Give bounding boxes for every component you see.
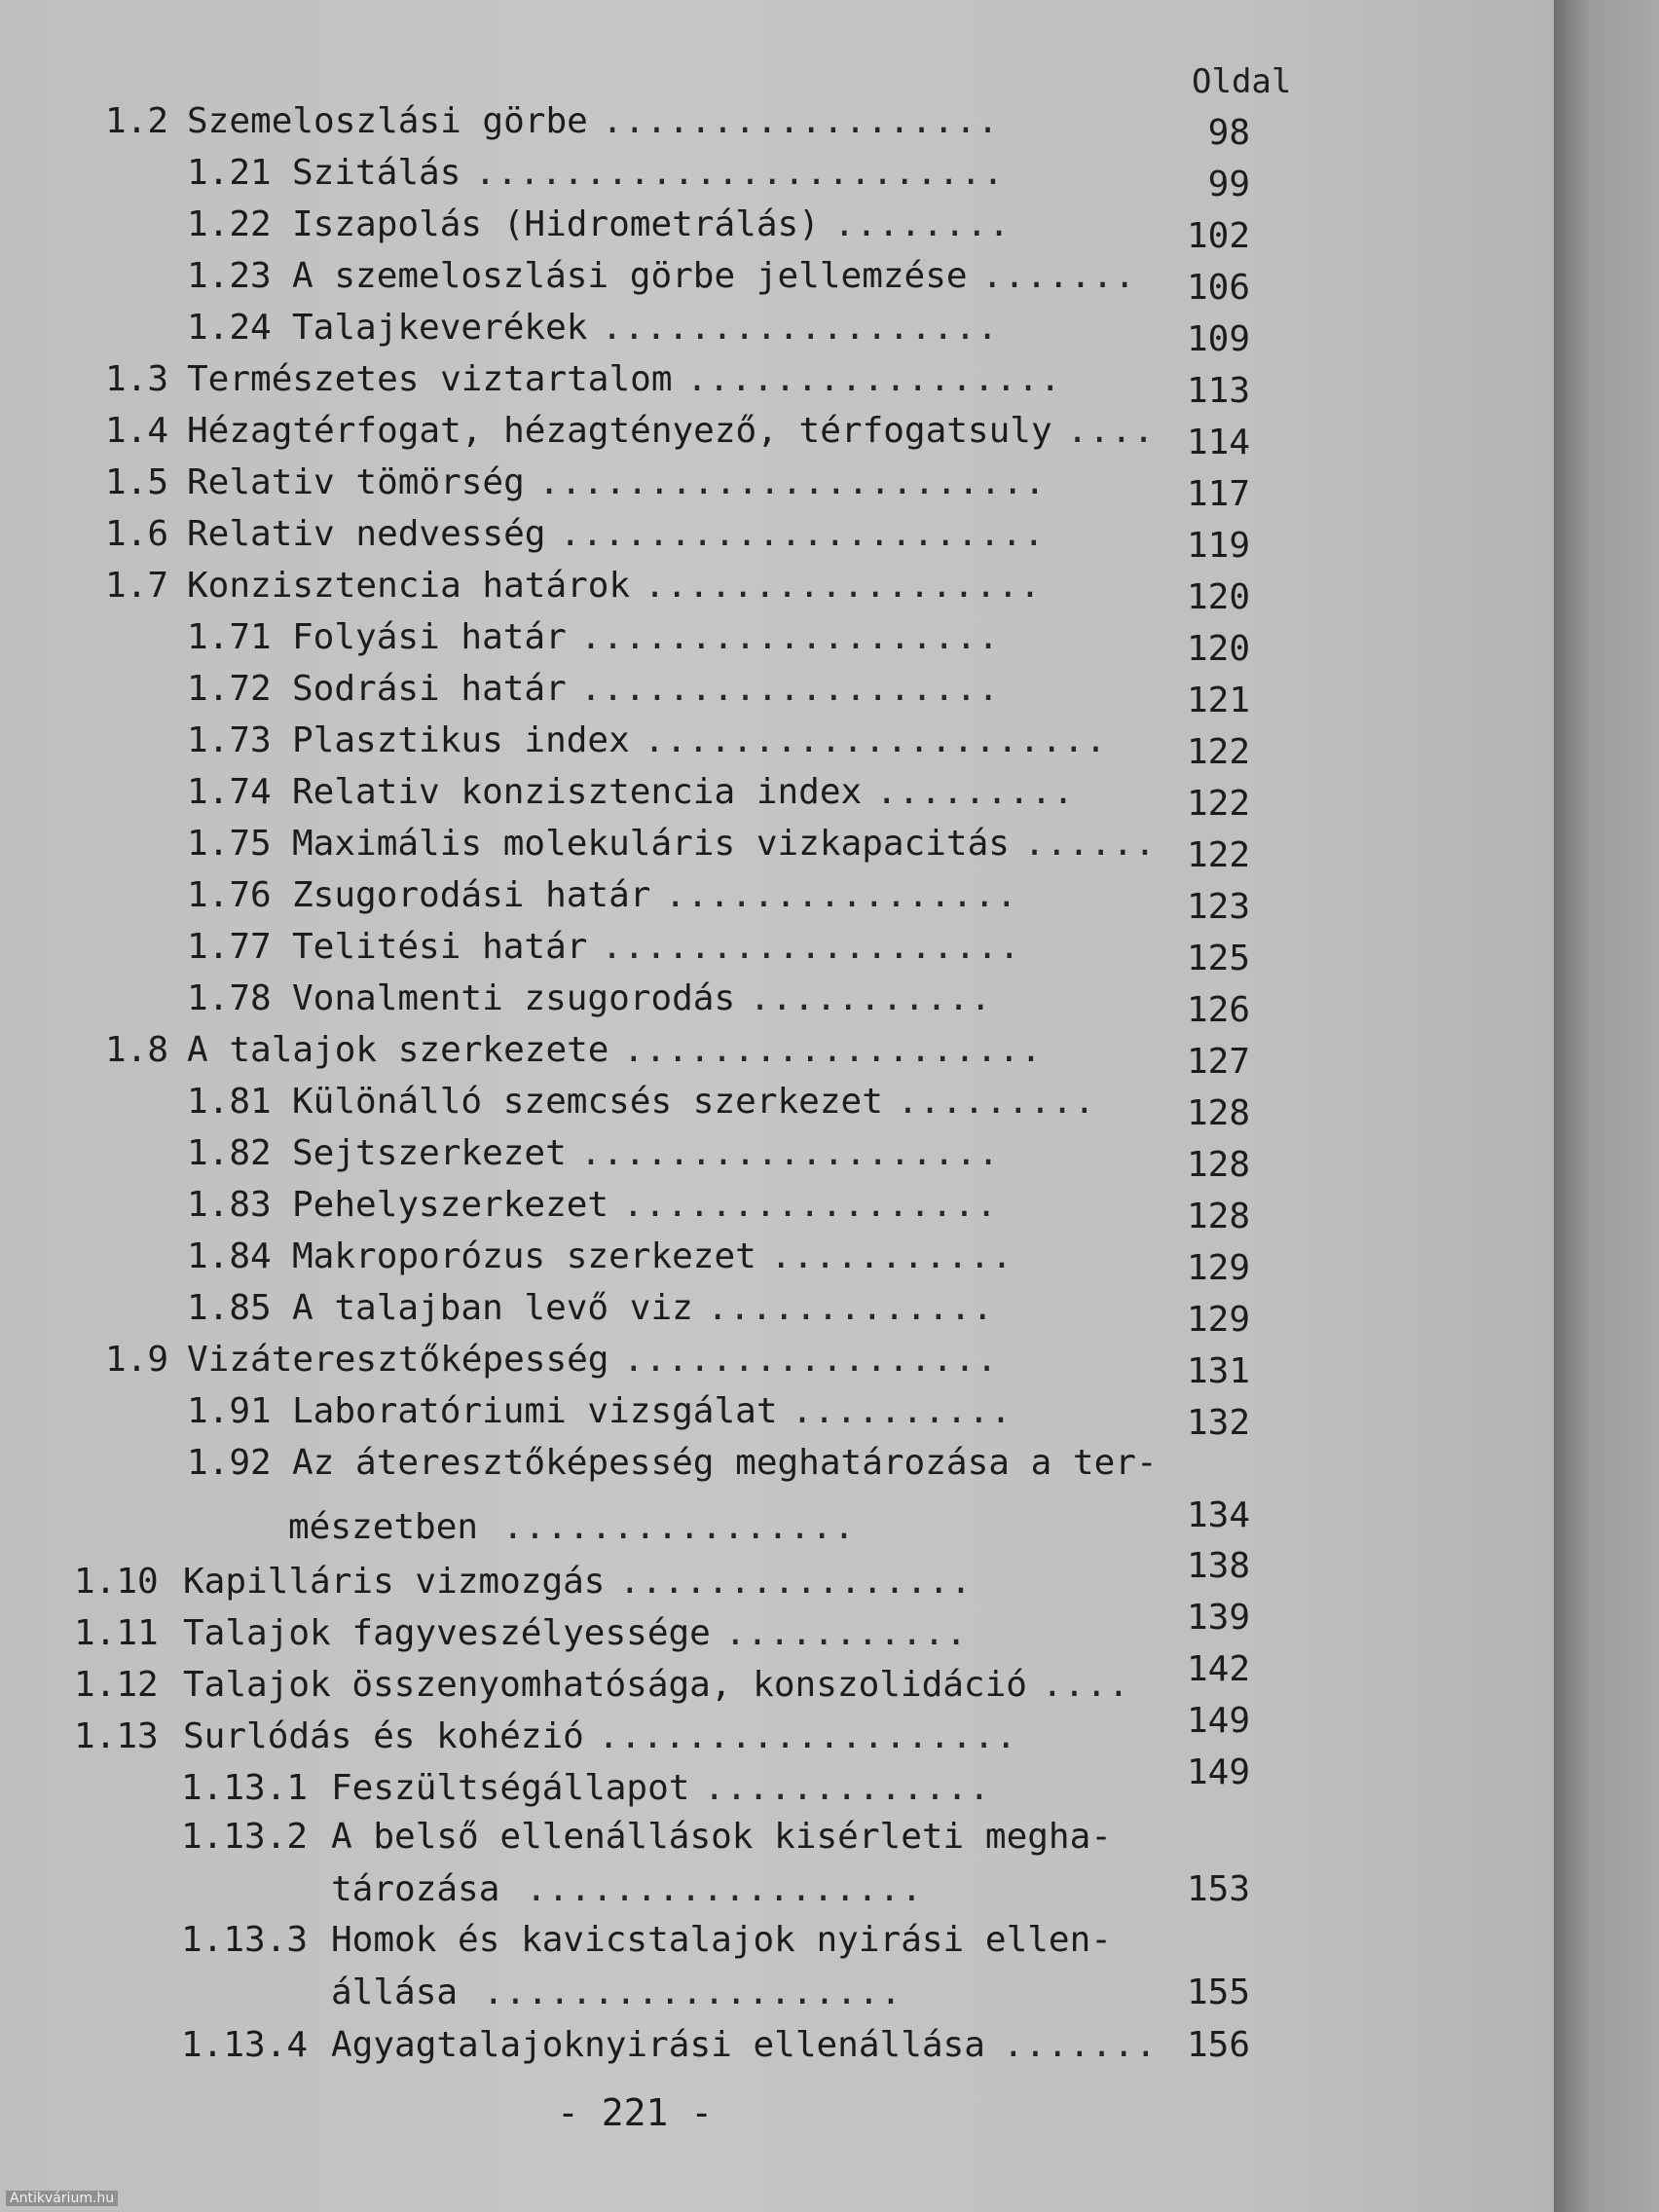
- entry-page-number: 114: [1186, 423, 1250, 462]
- page-footer-number: - 221 -: [557, 2091, 714, 2134]
- entry-page-number: 99: [1207, 165, 1250, 204]
- entry-number: 1.92: [187, 1443, 272, 1483]
- entry-title: Az áteresztőképesség meghatározása a ter-: [292, 1443, 1158, 1483]
- entry-number: 1.12: [74, 1665, 159, 1705]
- entry-number: 1.73: [187, 720, 272, 760]
- entry-number: 1.6: [105, 514, 169, 554]
- leader-dots: ...................: [580, 669, 1000, 709]
- entry-page-number: 106: [1186, 268, 1250, 308]
- entry-page-number: 109: [1186, 319, 1250, 359]
- entry-page-number: 155: [1186, 1972, 1250, 2012]
- entry-page-number: 117: [1186, 474, 1250, 514]
- entry-page-number: 127: [1186, 1042, 1250, 1082]
- leader-dots: .....................: [644, 720, 1108, 760]
- leader-dots: .............: [703, 1768, 991, 1808]
- entry-title: Maximális molekuláris vizkapacitás: [292, 824, 1010, 864]
- leader-dots: ........: [833, 204, 1011, 244]
- entry-number: 1.74: [187, 772, 272, 812]
- leader-dots: ......................: [559, 514, 1046, 554]
- entry-page-number: 119: [1186, 526, 1250, 566]
- leader-dots: ......: [1023, 824, 1157, 864]
- entry-title: Konzisztencia határok: [187, 566, 631, 606]
- entry-number: 1.24: [187, 308, 272, 348]
- entry-page-number: 134: [1186, 1495, 1250, 1535]
- leader-dots: .................: [622, 1185, 998, 1225]
- leader-dots: ....: [1042, 1665, 1130, 1705]
- entry-number: 1.78: [187, 978, 272, 1018]
- leader-dots: ...................: [623, 1030, 1043, 1070]
- entry-title: Szitálás: [292, 153, 461, 193]
- leader-dots: ...................: [580, 1133, 1000, 1173]
- entry-page-number: 131: [1186, 1351, 1250, 1391]
- entry-number: 1.3: [105, 359, 169, 399]
- entry-number: 1.81: [187, 1082, 272, 1122]
- watermark: Antikvárium.hu: [6, 2191, 118, 2206]
- entry-page-number: 153: [1186, 1869, 1250, 1909]
- entry-title: Relativ tömörség: [187, 462, 525, 502]
- leader-dots: ...........: [749, 978, 993, 1018]
- leader-dots: .......: [1003, 2025, 1158, 2065]
- entry-number: 1.71: [187, 617, 272, 657]
- leader-dots: ...................: [601, 927, 1021, 967]
- entry-title: Feszültségállapot: [331, 1768, 690, 1808]
- entry-title: Laboratóriumi vizsgálat: [292, 1391, 778, 1431]
- leader-dots: ...................: [598, 1716, 1018, 1756]
- entry-number: 1.13.2: [181, 1817, 309, 1857]
- entry-title: A talajok szerkezete: [187, 1030, 609, 1070]
- entry-page-number: 120: [1186, 577, 1250, 617]
- entry-number: 1.13.3: [181, 1920, 309, 1960]
- entry-page-number: 129: [1186, 1248, 1250, 1288]
- leader-dots: ...........: [724, 1613, 968, 1653]
- entry-title: Hézagtérfogat, hézagtényező, térfogatsuly: [187, 411, 1052, 451]
- entry-number: 1.2: [105, 101, 169, 141]
- entry-page-number: 149: [1186, 1752, 1250, 1792]
- entry-title-continuation: tározása: [331, 1869, 500, 1909]
- entry-title: A belső ellenállások kisérleti megha-: [331, 1817, 1112, 1857]
- entry-number: 1.7: [105, 566, 169, 606]
- page-column-header: Oldal: [1192, 62, 1292, 101]
- entry-title: Különálló szemcsés szerkezet: [292, 1082, 883, 1122]
- entry-title: Telitési határ: [292, 927, 588, 967]
- entry-page-number: 129: [1186, 1300, 1250, 1340]
- entry-page-number: 122: [1186, 835, 1250, 875]
- entry-title: Szemeloszlási görbe: [187, 101, 588, 141]
- entry-page-number: 121: [1186, 681, 1250, 720]
- leader-dots: .................: [686, 359, 1062, 399]
- entry-title-continuation: állása: [331, 1972, 459, 2012]
- leader-dots: ................: [619, 1562, 973, 1602]
- entry-title: Surlódás és kohézió: [183, 1716, 584, 1756]
- entry-number: 1.72: [187, 669, 272, 709]
- leader-dots: ..................: [602, 101, 1000, 141]
- entry-number: 1.21: [187, 153, 272, 193]
- entry-title: Kapilláris vizmozgás: [183, 1562, 606, 1602]
- entry-number: 1.83: [187, 1185, 272, 1225]
- entry-number: 1.10: [74, 1562, 159, 1602]
- entry-page-number: 126: [1186, 990, 1250, 1030]
- entry-title: Agyagtalajoknyirási ellenállása: [331, 2025, 985, 2065]
- leader-dots: .......................: [538, 462, 1047, 502]
- entry-number: 1.84: [187, 1236, 272, 1276]
- leader-dots: .................: [623, 1340, 999, 1380]
- entry-number: 1.4: [105, 411, 169, 451]
- entry-title: Iszapolás (Hidrometrálás): [292, 204, 820, 244]
- entry-number: 1.85: [187, 1288, 272, 1328]
- leader-dots: ..................: [644, 566, 1042, 606]
- leader-dots: .........: [897, 1082, 1096, 1122]
- entry-title: Talajok fagyveszélyessége: [183, 1613, 711, 1653]
- leader-dots: ........................: [474, 153, 1005, 193]
- entry-title: Folyási határ: [292, 617, 567, 657]
- entry-title: Makroporózus szerkezet: [292, 1236, 756, 1276]
- leader-dots: ..................: [601, 308, 999, 348]
- entry-page-number: 102: [1186, 216, 1250, 256]
- entry-number: 1.91: [187, 1391, 272, 1431]
- leader-dots: ................: [664, 875, 1018, 915]
- entry-number: 1.8: [105, 1030, 169, 1070]
- entry-title: Relativ konzisztencia index: [292, 772, 863, 812]
- entry-number: 1.13: [74, 1716, 159, 1756]
- entry-number: 1.76: [187, 875, 272, 915]
- entry-page-number: 113: [1186, 371, 1250, 411]
- entry-title: Talajok összenyomhatósága, konszolidáció: [183, 1665, 1027, 1705]
- leader-dots: .......: [981, 256, 1137, 296]
- page-edge-shadow: [1554, 0, 1659, 2212]
- entry-number: 1.75: [187, 824, 272, 864]
- entry-page-number: 142: [1186, 1649, 1250, 1689]
- entry-page-number: 128: [1186, 1093, 1250, 1133]
- leader-dots: ...........: [770, 1236, 1014, 1276]
- entry-number: 1.11: [74, 1613, 159, 1653]
- leader-dots: .............: [707, 1288, 995, 1328]
- entry-number: 1.23: [187, 256, 272, 296]
- entry-number: 1.22: [187, 204, 272, 244]
- entry-title: Relativ nedvesség: [187, 514, 546, 554]
- entry-page-number: 138: [1186, 1546, 1250, 1586]
- entry-page-number: 123: [1186, 887, 1250, 927]
- leader-dots: ....: [1066, 411, 1156, 451]
- entry-title: A szemeloszlási görbe jellemzése: [292, 256, 968, 296]
- leader-dots: ..........: [792, 1391, 1013, 1431]
- leader-dots: ...................: [483, 1972, 903, 2012]
- entry-title: Pehelyszerkezet: [292, 1185, 609, 1225]
- entry-title: Vonalmenti zsugorodás: [292, 978, 736, 1018]
- entry-title: Homok és kavicstalajok nyirási ellen-: [331, 1920, 1112, 1960]
- leader-dots: ...................: [580, 617, 1000, 657]
- leader-dots: ................: [502, 1507, 856, 1547]
- entry-number: 1.5: [105, 462, 169, 502]
- entry-page-number: 128: [1186, 1145, 1250, 1185]
- entry-page-number: 149: [1186, 1701, 1250, 1741]
- entry-title: Sodrási határ: [292, 669, 567, 709]
- entry-number: 1.82: [187, 1133, 272, 1173]
- entry-title: Sejtszerkezet: [292, 1133, 567, 1173]
- entry-title: A talajban levő viz: [292, 1288, 693, 1328]
- entry-title: Zsugorodási határ: [292, 875, 651, 915]
- entry-title: Természetes viztartalom: [187, 359, 673, 399]
- entry-page-number: 139: [1186, 1598, 1250, 1638]
- entry-number: 1.77: [187, 927, 272, 967]
- entry-title-continuation: mészetben: [288, 1507, 479, 1547]
- entry-title: Talajkeverékek: [292, 308, 588, 348]
- entry-page-number: 128: [1186, 1197, 1250, 1236]
- entry-page-number: 132: [1186, 1403, 1250, 1443]
- entry-page-number: 125: [1186, 939, 1250, 978]
- entry-number: 1.9: [105, 1340, 169, 1380]
- leader-dots: ..................: [526, 1869, 924, 1909]
- entry-page-number: 98: [1207, 113, 1250, 153]
- entry-number: 1.13.4: [181, 2025, 309, 2065]
- entry-title: Vizáteresztőképesség: [187, 1340, 609, 1380]
- entry-page-number: 122: [1186, 732, 1250, 772]
- entry-page-number: 120: [1186, 629, 1250, 669]
- entry-title: Plasztikus index: [292, 720, 630, 760]
- leader-dots: .........: [875, 772, 1075, 812]
- entry-page-number: 122: [1186, 784, 1250, 824]
- entry-number: 1.13.1: [181, 1768, 309, 1808]
- entry-page-number: 156: [1186, 2025, 1250, 2065]
